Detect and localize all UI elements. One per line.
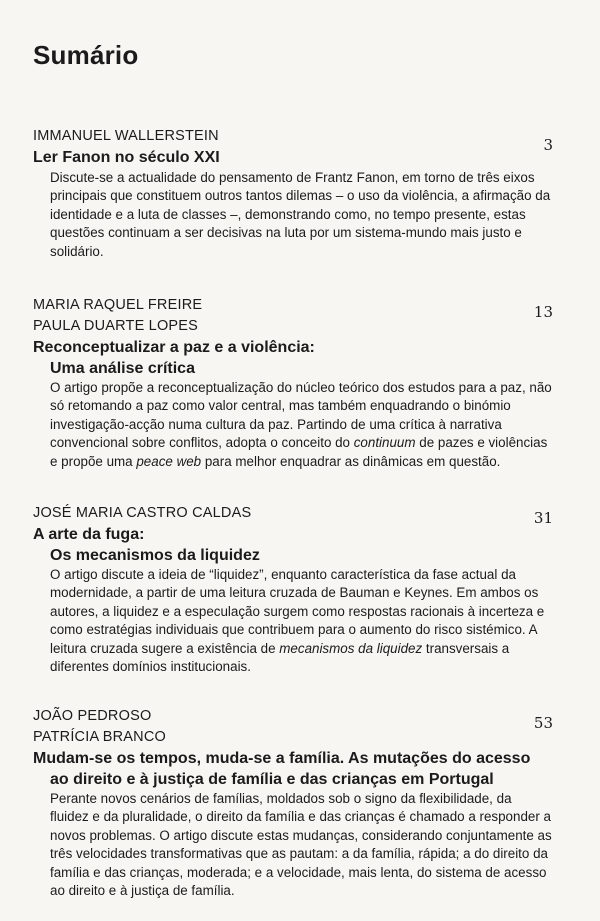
article-title[interactable]: Ler Fanon no século XXI <box>33 149 220 166</box>
abstract-italic: peace web <box>136 453 202 469</box>
author-name: JOSÉ MARIA CASTRO CALDAS <box>33 505 252 521</box>
article-abstract: Discute-se a actualidade do pensamento de Frantz Fanon, em torno de três eixos principais que constituem outros tantos dilemas – o uso da violência, a afirmação da identidade e a luta de classes –, demonstrando como, no tempo presente, estas questões continuam a ser decisivas na luta por um sistema-mundo mais justo e solidário. <box>50 170 551 259</box>
toc-entry[interactable] <box>33 706 553 900</box>
page-number[interactable]: 31 <box>533 509 553 527</box>
page-number[interactable]: 3 <box>543 136 553 154</box>
toc-entry[interactable] <box>33 126 553 261</box>
toc-entry[interactable] <box>33 503 553 676</box>
article-abstract: Perante novos cenários de famílias, moldados sob o signo da flexibilidade, da fluidez e da pluralidade, o direito da família e das crianças é chamado a responder a novos problemas. O artigo discute estas mudanças, considerando conjuntamente as três velocidades transformativas que as pautam: a da família, rápida; a do direito da família e das crianças, moderada; e a velocidade, mais lenta, do sistema de acesso ao direito e à justiça de família. <box>50 791 552 899</box>
page-title: Sumário <box>33 40 139 70</box>
abstract-text: para melhor enquadrar as dinâmicas em questão. <box>201 453 501 469</box>
abstract-italic: mecanismos da liquidez <box>279 640 423 656</box>
article-subtitle[interactable]: Os mecanismos da liquidez <box>50 547 260 564</box>
page-number[interactable]: 53 <box>533 714 553 732</box>
abstract-text: O artigo propõe a reconceptualização do núcleo teórico dos estudos para a paz, não só retomando a paz como valor central, mas também enquadrando o binómio investigação-acção numa cultura da paz. Partindo de uma crítica à narrativa convencional sobre conflitos, adopta o conceito do <box>50 380 552 451</box>
article-title[interactable]: Reconceptualizar a paz e a violência: <box>33 339 315 356</box>
author-name: PATRÍCIA BRANCO <box>33 729 166 745</box>
article-title[interactable]: Mudam-se os tempos, muda-se a família. As mutações do acesso ao direito e à justiça de família e das crianças em Portugal <box>33 750 531 788</box>
article-abstract <box>33 379 553 471</box>
author-name: IMMANUEL WALLERSTEIN <box>33 128 219 144</box>
abstract-text: de pazes e violências e propõe uma <box>50 435 548 469</box>
abstract-text: O artigo discute a ideia de “liquidez”, enquanto característica da fase actual da modernidade, a partir de uma leitura cruzada de Bauman e Keynes. Em ambos os autores, a liquidez e a especulação surgem como respostas racionais à incerteza e como estratégias individuais que contribuem para o aumento do risco sistémico. A leitura cruzada sugere a existência de <box>50 567 545 656</box>
author-name: JOÃO PEDROSO <box>33 708 152 724</box>
abstract-text: transversais a diferentes domínios institucionais. <box>50 640 510 675</box>
toc-entry[interactable] <box>33 295 553 471</box>
author-name: PAULA DUARTE LOPES <box>33 318 199 334</box>
article-abstract <box>33 566 553 676</box>
author-name: MARIA RAQUEL FREIRE <box>33 297 203 313</box>
abstract-italic: continuum <box>353 435 416 451</box>
page-number[interactable]: 13 <box>533 303 553 321</box>
article-title[interactable]: A arte da fuga: <box>33 526 145 543</box>
article-subtitle[interactable]: Uma análise crítica <box>50 360 195 377</box>
